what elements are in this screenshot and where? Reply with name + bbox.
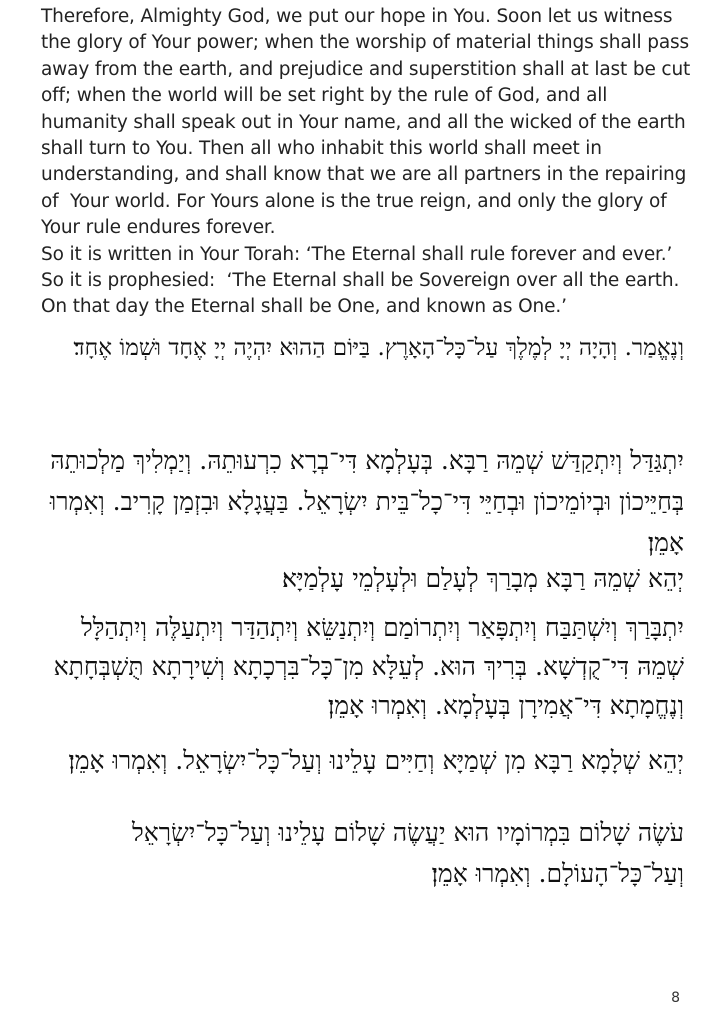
english-torah-line: So it is written in Your Torah: ‘The Eternal shall rule forever and ever.’	[41, 243, 673, 265]
kaddish-paragraph-3	[39, 608, 684, 725]
kaddish-paragraph-3-text: יִתְבָּרַךְ וְיִשְׁתַּבַּח וְיִתְפָּאַר וְיִתְרוֹמַם וְיִתְנַשֵּׂא וְיִתְהַדַּר וְיִתְעַלֶּה וְיִתְהַלָּל שְׁמֵהּ דִּי־קֻדְשָׁא. בְּרִיךְ הוּא. לְעֵלָּא מִן־כָּל־בִּרְכָתָא וְשִׁירָתָא תֻּשְׁבְּחָתָא וְנֶחֱמָתָא דִּי־אֲמִירָן בְּעָלְמָא. וְאִמְרוּ אָמֵן׃	[53, 613, 684, 720]
kaddish-paragraph-2-text: יְהֵא שְׁמֵהּ רַבָּא מְבָרַךְ לְעָלַם וּלְעָלְמֵי עָלְמַיָּא׃	[282, 564, 684, 593]
kaddish-paragraph-5	[39, 812, 684, 894]
kaddish-paragraph-1-text: יִתְגַּדַּל וְיִתְקַדַּשׁ שְׁמֵהּ רַבָּא. בְּעָלְמָא דִּי־בְרָא כִרְעוּתֵהּ. וְיַמְלִיךְ מַלְכוּתֵהּ בְּחַיֵּיכוֹן וּבְיוֹמֵיכוֹן וּבְחַיֵּי דִּי־כָל־בֵּית יִשְׂרָאֵל. בַּעֲגָלָא וּבִזְמַן קָרִיב. וְאִמְרוּ אָמֵן׃	[49, 446, 684, 557]
english-paragraph: Therefore, Almighty God, we put our hope in You. Soon let us witness the glory of Your power; when the worship of material things shall pass away from the earth, and prejudice and superstition shall at last be cut off; when the world will be set right by the rule of God, and all humanity shall speak out in Your name, and all the wicked of the earth shall turn to You. Then all who inhabit this world shall meet in understanding, and shall know that we are all partners in the repairing of Your world. For Yours alone is the true reign, and only the glory of Your rule endures forever.	[41, 6, 696, 239]
page-number: 8	[671, 990, 680, 1006]
kaddish-paragraph-2	[39, 560, 684, 598]
kaddish-paragraph-1	[39, 440, 684, 563]
english-text-block	[41, 4, 696, 321]
hebrew-verse	[39, 334, 684, 363]
kaddish-paragraph-5-text: עֹשֶׂה שָׁלוֹם בִּמְרוֹמָיו הוּא יַעֲשֶׂה שָׁלוֹם עָלֵינוּ וְעַל־כָּל־יִשְׂרָאֵל וְעַל־כָּל־הָעוֹלָם. וְאִמְרוּ אָמֵן׃	[132, 818, 684, 888]
kaddish-paragraph-4	[39, 742, 684, 780]
english-prophesied-line: So it is prophesied: ‘The Eternal shall be Sovereign over all the earth. On that day the Eternal shall be One, and known as One.’	[41, 270, 685, 318]
kaddish-paragraph-4-text: יְהֵא שְׁלָמָא רַבָּא מִן שְׁמַיָּא וְחַיִּים עָלֵינוּ וְעַל־כָּל־יִשְׂרָאֵל. וְאִמְרוּ אָמֵן׃	[68, 746, 684, 775]
hebrew-verse-text: וְנֶאֱמַר. וְהָיָה יְיָ לְמֶלֶךְ עַל־כָּל־הָאָרֶץ. בַּיּוֹם הַהוּא יִהְיֶה יְיָ אֶחָד וּשְׁמוֹ אֶחָד׃	[73, 335, 684, 361]
